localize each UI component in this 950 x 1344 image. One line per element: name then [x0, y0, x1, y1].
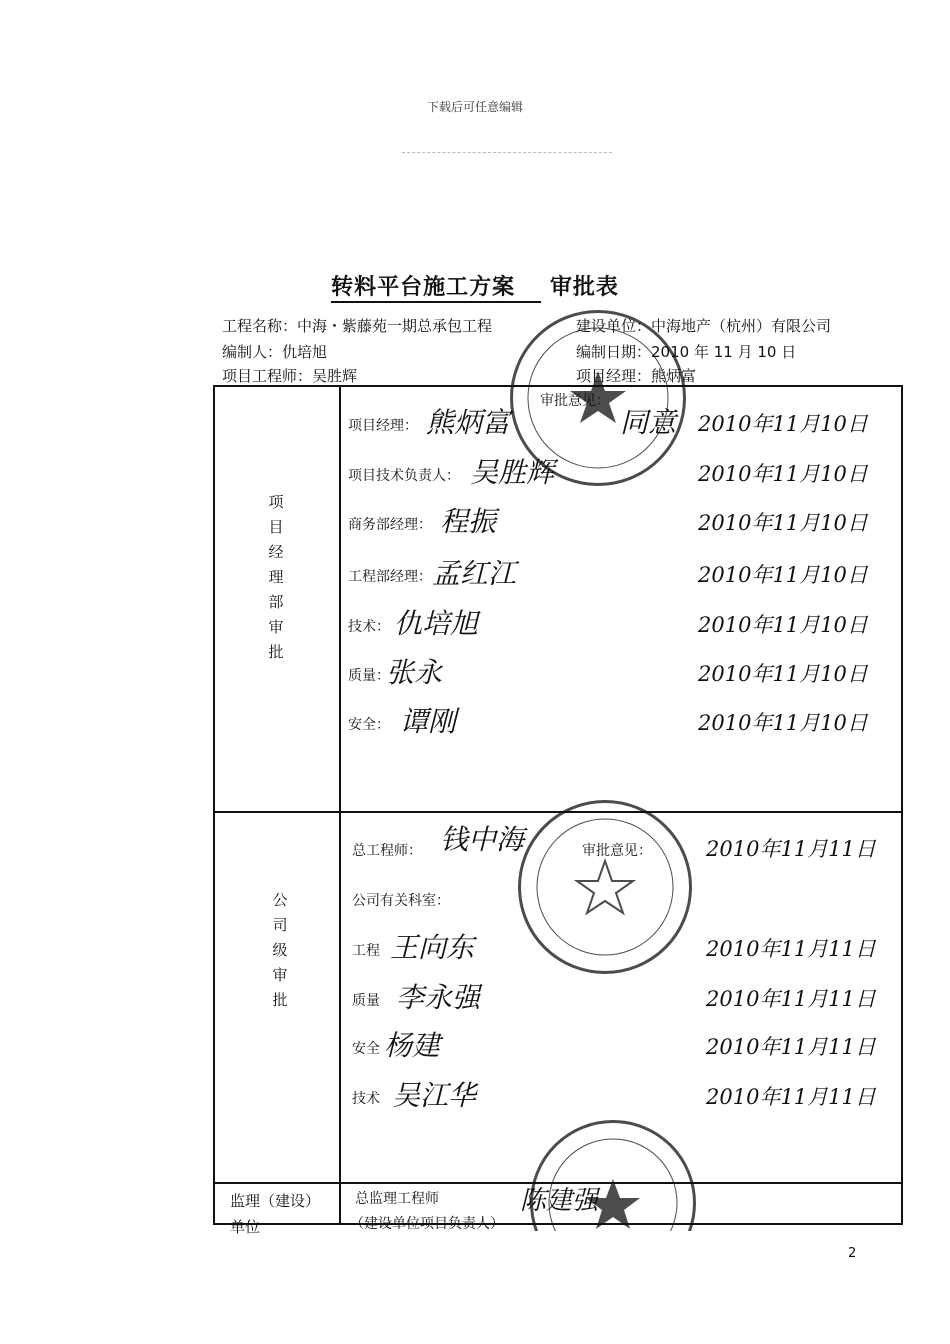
compiler-line — [222, 341, 327, 362]
section3-label: 监理（建设）单位 — [230, 1192, 321, 1236]
section2-role-label: 安全 — [352, 1041, 380, 1057]
section1-role-label: 技术： — [348, 619, 390, 635]
section1-signature: 谭刚 — [400, 705, 457, 738]
section1-signature: 程振 — [440, 505, 497, 538]
engineer-label: 项目工程师： — [222, 367, 313, 385]
pm: 熊炳富 — [651, 367, 697, 385]
section2-date: 2010年11月11日 — [706, 987, 876, 1011]
project-name-label: 工程名称： — [222, 317, 298, 335]
section1-date: 2010年11月10日 — [698, 711, 868, 735]
project-name-line — [222, 315, 492, 336]
section1-date: 2010年11月10日 — [698, 613, 868, 637]
section2-opinion-label: 审批意见： — [582, 843, 652, 859]
section1-signature: 张永 — [386, 656, 443, 689]
section1-date: 2010年11月10日 — [698, 462, 868, 486]
section1-date: 2010年11月10日 — [698, 511, 868, 535]
section1-signature: 孟红江 — [432, 557, 517, 590]
section1-label: 项目经理部审批 — [268, 493, 284, 661]
section1-role-label: 商务部经理： — [348, 517, 432, 533]
section1-date: 2010年11月10日 — [698, 412, 868, 436]
section1-role-label: 安全： — [348, 717, 390, 733]
builder: 中海地产（杭州）有限公司 — [651, 317, 832, 335]
departments-label: 公司有关科室： — [352, 893, 450, 909]
supervisor-signature-text: 陈建强 — [520, 1186, 599, 1216]
chief-supervisor-label: 总监理工程师 — [355, 1191, 439, 1207]
section2-role-label: 质量 — [352, 993, 380, 1009]
form-title — [0, 270, 950, 301]
section1-date: 2010年11月10日 — [698, 662, 868, 686]
form-title-main: 转料平台施工方案 — [331, 275, 515, 303]
project-name: 中海・紫藤苑一期总承包工程 — [297, 317, 493, 335]
chief-engineer-signature — [440, 818, 524, 858]
section1-role-label: 项目经理： — [348, 418, 418, 434]
section1-role-label: 工程部经理： — [348, 569, 432, 585]
section2-date: 2010年11月11日 — [706, 1035, 876, 1059]
compiler: 仇培旭 — [282, 343, 328, 361]
compile-date: 2010 年 11 月 10 日 — [651, 343, 797, 361]
date-label: 编制日期： — [576, 343, 652, 361]
section1-role-label: 质量： — [348, 668, 390, 684]
section2-role-label: 工程 — [352, 943, 380, 959]
section1-signature: 吴胜辉 — [470, 456, 555, 489]
section2-date: 2010年11月11日 — [706, 937, 876, 961]
pm-label: 项目经理： — [576, 367, 652, 385]
section1-signature: 熊炳富 — [426, 406, 511, 439]
section1-role-label: 项目技术负责人： — [348, 468, 460, 484]
section2-signature: 李永强 — [396, 981, 481, 1014]
section1-remark: 同意 — [620, 406, 677, 439]
company-seal-stamp-2 — [518, 800, 692, 974]
header-note: 下载后可任意编辑 — [426, 100, 523, 114]
supervisor-signature — [520, 1180, 598, 1217]
section2-role-label: 技术 — [352, 1091, 380, 1107]
compiler-label: 编制人： — [222, 343, 283, 361]
section2-signature: 王向东 — [390, 931, 475, 964]
chief-engineer-label: 总工程师： — [352, 843, 422, 859]
section1-date: 2010年11月10日 — [698, 563, 868, 587]
chief-engineer-date: 2010年11月11日 — [706, 837, 876, 861]
column-divider — [339, 387, 341, 1223]
section1-signature: 仇培旭 — [394, 607, 479, 640]
divider — [402, 152, 612, 154]
chief-engineer-signature-text: 钱中海 — [440, 823, 525, 856]
engineer: 吴胜辉 — [312, 367, 358, 385]
section2-signature: 杨建 — [384, 1029, 441, 1062]
section2-label: 公司级审批 — [272, 891, 288, 1009]
section1-opinion-label: 审批意见： — [540, 393, 610, 409]
form-title-suffix: 审批表 — [549, 275, 619, 300]
builder-label: 建设单位： — [576, 317, 652, 335]
page-number: 2 — [848, 1246, 857, 1261]
engineer-line — [222, 365, 357, 386]
builder-lead-label: （建设单位项目负责人） — [350, 1216, 504, 1232]
section2-signature: 吴江华 — [392, 1079, 477, 1112]
section2-date: 2010年11月11日 — [706, 1085, 876, 1109]
